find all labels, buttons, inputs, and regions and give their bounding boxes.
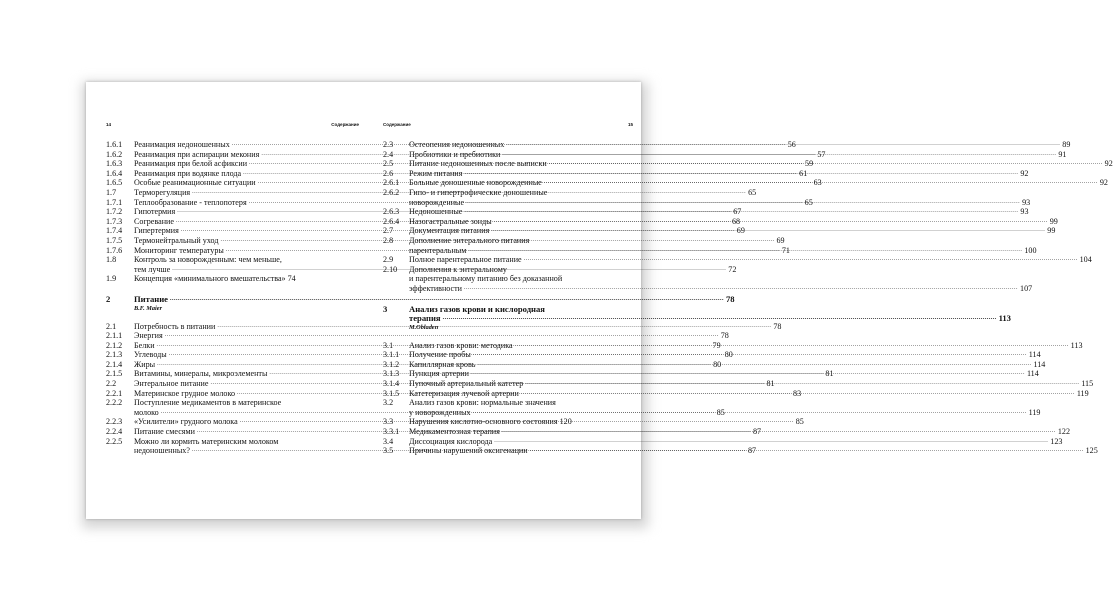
entry-page: 115 bbox=[1081, 379, 1094, 389]
entry-body bbox=[409, 226, 1055, 236]
entry-line bbox=[409, 417, 633, 427]
toc-entry bbox=[106, 274, 359, 284]
entry-line bbox=[409, 379, 1093, 389]
toc-entry bbox=[383, 417, 633, 427]
entry-number: 3.1.5 bbox=[383, 388, 400, 398]
entry-body bbox=[409, 379, 1093, 389]
entry-title: Реанимация при аспирации мекония bbox=[134, 149, 260, 159]
entry-line bbox=[409, 140, 1070, 150]
entry-page: 114 bbox=[1033, 359, 1046, 369]
entry-title: Анализ газов крови и кислородная bbox=[409, 303, 545, 314]
dot-leader bbox=[515, 341, 1069, 351]
entry-title: Гипотермия bbox=[134, 207, 176, 217]
entry-number: 2.6.2 bbox=[383, 187, 400, 197]
entry-title: Реанимация при водянке плода bbox=[134, 168, 242, 178]
spacer bbox=[383, 332, 633, 341]
entry-body bbox=[409, 360, 1045, 370]
entry-line bbox=[409, 274, 1032, 284]
entry-page: 85 bbox=[795, 417, 804, 427]
entry-body bbox=[409, 398, 1040, 417]
entry-page: 114 bbox=[1026, 369, 1039, 379]
entry-number: 3.2 bbox=[383, 398, 394, 408]
entry-number: 2.2.3 bbox=[106, 417, 123, 427]
toc-entry bbox=[383, 436, 1063, 447]
entry-number: 1.7.4 bbox=[106, 226, 123, 236]
entry-line bbox=[409, 427, 1070, 437]
entry-title: Катетеризация лучевой артерии bbox=[409, 388, 519, 398]
entry-title: Теплообразование - теплопотеря bbox=[134, 197, 247, 207]
entry-number: 3.1 bbox=[383, 340, 394, 350]
entry-number: 2.2 bbox=[106, 379, 117, 389]
toc-chapter bbox=[383, 303, 1011, 324]
entry-page: 79 bbox=[712, 340, 721, 350]
entry-title: Режим питания bbox=[409, 168, 463, 178]
entry-number: 2.3 bbox=[383, 140, 394, 149]
dot-leader bbox=[494, 437, 1048, 447]
page-number: 14 bbox=[106, 122, 112, 127]
entry-line bbox=[409, 265, 1032, 275]
entry-title: Недоношенные bbox=[409, 207, 463, 217]
entry-body bbox=[409, 305, 1011, 324]
entry-line bbox=[409, 398, 1040, 408]
entry-number: 1.6.2 bbox=[106, 149, 123, 159]
entry-page: 92 bbox=[1099, 178, 1108, 188]
entry-title: Пупочный артериальный катетер bbox=[409, 379, 524, 389]
entry-page: 72 bbox=[728, 264, 737, 274]
entry-number: 3.1.4 bbox=[383, 379, 400, 389]
entry-title: Получение пробы bbox=[409, 350, 471, 360]
entry-number: 3.1.1 bbox=[383, 350, 400, 360]
entry-number: 2.2.1 bbox=[106, 388, 123, 398]
entry-title: Причины нарушений оксигенации bbox=[409, 446, 528, 456]
dot-leader bbox=[525, 379, 1079, 389]
entry-line bbox=[409, 360, 1045, 370]
entry-title: Назогастральные зонды bbox=[409, 216, 492, 226]
entry-line bbox=[409, 341, 1083, 351]
entry-title: терапия bbox=[409, 313, 441, 324]
entry-page: 71 bbox=[781, 245, 790, 255]
dot-leader bbox=[473, 408, 1027, 418]
entry-title: Гипертермия bbox=[134, 226, 179, 236]
toc-entry bbox=[106, 331, 729, 341]
entry-number: 2.7 bbox=[383, 226, 394, 236]
entry-page: 125 bbox=[1085, 446, 1098, 456]
entry-title: Полное парентеральное питание bbox=[409, 255, 522, 265]
entry-title: эффективности bbox=[409, 283, 463, 293]
entry-page: 63 bbox=[813, 178, 822, 188]
dot-leader bbox=[506, 140, 1060, 150]
spacer bbox=[106, 313, 359, 322]
entry-number: 2.1.3 bbox=[106, 350, 123, 360]
entry-page: 119 bbox=[1076, 388, 1089, 398]
chapter-author: B.F. Maier bbox=[134, 304, 163, 312]
dot-leader bbox=[521, 389, 1075, 399]
entry-title: Реанимация при белой асфиксии bbox=[134, 159, 248, 169]
entry-line bbox=[409, 437, 1062, 447]
dot-leader bbox=[502, 150, 1056, 160]
entry-title: Белки bbox=[134, 340, 155, 350]
dot-leader bbox=[468, 246, 1022, 256]
entry-page: 114 bbox=[1028, 350, 1041, 360]
entry-number: 2.4 bbox=[383, 149, 394, 159]
entry-title: Медикаментозная терапия bbox=[409, 427, 500, 437]
entry-title: Питание bbox=[134, 293, 168, 304]
entry-page: 104 bbox=[1079, 255, 1092, 265]
entry-page: 80 bbox=[724, 350, 733, 360]
entry-page: 78 bbox=[773, 321, 782, 331]
entry-number: 1.8 bbox=[106, 255, 117, 265]
dot-leader bbox=[471, 369, 1025, 379]
running-header: Содержание bbox=[383, 122, 411, 127]
entry-number: 2.1 bbox=[106, 321, 117, 331]
toc-chapter bbox=[106, 293, 735, 305]
entry-number: 3.1.2 bbox=[383, 359, 400, 369]
entry-number: 2.2.5 bbox=[106, 436, 123, 446]
entry-number: 3.1.3 bbox=[383, 369, 400, 379]
dot-leader bbox=[466, 198, 1020, 208]
entry-line bbox=[409, 169, 1028, 179]
entry-title: Термонейтральный уход bbox=[134, 235, 219, 245]
spacer bbox=[383, 294, 633, 305]
dot-leader bbox=[494, 217, 1048, 227]
entry-page: 65 bbox=[748, 187, 757, 197]
entry-title: Поступление медикаментов в материнское bbox=[134, 398, 282, 408]
entry-title: и парентеральному питанию без доказанной bbox=[409, 274, 563, 284]
entry-body bbox=[409, 369, 1039, 379]
entry-number: 1.6.5 bbox=[106, 178, 123, 188]
entry-title: Диссоциация кислорода bbox=[409, 436, 493, 446]
entry-line bbox=[134, 274, 359, 284]
entry-title: Нарушения кислотно-основного состояния 120 bbox=[409, 417, 572, 427]
entry-body bbox=[409, 341, 1083, 351]
entry-title: Пробиотики и пребиотики bbox=[409, 149, 501, 159]
entry-body bbox=[409, 389, 1089, 399]
entry-title: «Усилители» грудного молока bbox=[134, 417, 238, 427]
entry-page: 81 bbox=[766, 379, 775, 389]
dot-leader bbox=[549, 159, 1103, 169]
entry-title: Пункция артерии bbox=[409, 369, 469, 379]
entry-number: 3.3.1 bbox=[383, 427, 400, 437]
entry-page: 67 bbox=[733, 207, 742, 217]
entry-line bbox=[409, 389, 1089, 399]
entry-line bbox=[409, 314, 1011, 324]
entry-line bbox=[409, 350, 1041, 360]
entry-title: парентеральным bbox=[409, 245, 467, 255]
entry-page: 59 bbox=[805, 159, 814, 169]
entry-line bbox=[409, 198, 1030, 208]
entry-title: Согревание bbox=[134, 216, 174, 226]
entry-page: 122 bbox=[1057, 427, 1071, 437]
entry-number: 2 bbox=[106, 293, 111, 304]
entry-number: 2.9 bbox=[383, 255, 394, 265]
toc-entry bbox=[383, 255, 1092, 265]
dot-leader bbox=[530, 446, 1084, 456]
entry-page: 99 bbox=[1049, 216, 1058, 226]
entry-number: 2.1.2 bbox=[106, 340, 123, 350]
entry-number: 2.8 bbox=[383, 235, 394, 245]
entry-page: 83 bbox=[793, 388, 802, 398]
entry-page: 78 bbox=[725, 293, 735, 304]
entry-page: 65 bbox=[804, 197, 813, 207]
entry-number: 2.1.1 bbox=[106, 331, 123, 341]
dot-leader bbox=[502, 427, 1056, 437]
page-number: 15 bbox=[627, 122, 633, 127]
dot-leader bbox=[473, 350, 1027, 360]
entry-title: Энтеральное питание bbox=[134, 379, 209, 389]
entry-title: Контроль за новорожденным: чем меньше, bbox=[134, 255, 282, 265]
entry-page: 113 bbox=[998, 313, 1011, 324]
dot-leader bbox=[544, 178, 1098, 188]
entry-number: 1.7.3 bbox=[106, 216, 123, 226]
entry-page: 119 bbox=[1028, 407, 1041, 417]
entry-title: Анализ газов крови: нормальные значения bbox=[409, 398, 556, 408]
running-header: Содержание bbox=[331, 122, 359, 127]
entry-title: молоко bbox=[134, 407, 159, 417]
entry-line bbox=[409, 446, 1098, 456]
entry-line bbox=[409, 246, 1037, 256]
entry-body bbox=[409, 255, 1092, 265]
entry-body bbox=[409, 265, 1032, 294]
entry-page: 89 bbox=[1062, 140, 1071, 149]
entry-number: 2.6.4 bbox=[383, 216, 400, 226]
entry-page: 68 bbox=[731, 216, 741, 226]
entry-body bbox=[409, 446, 1098, 456]
author-row bbox=[383, 324, 633, 332]
entry-title: Больные доношенные новорожденные bbox=[409, 178, 542, 188]
entry-body bbox=[409, 188, 1030, 207]
entry-page: 80 bbox=[713, 359, 722, 369]
entry-title: Можно ли кормить материнским молоком bbox=[134, 436, 279, 446]
dot-leader bbox=[464, 284, 1018, 294]
entry-page: 69 bbox=[776, 235, 785, 245]
entry-page: 56 bbox=[787, 140, 796, 149]
entry-number: 1.7 bbox=[106, 187, 117, 197]
dot-leader bbox=[443, 314, 997, 324]
entry-number: 2.10 bbox=[383, 264, 398, 274]
entry-body bbox=[409, 169, 1028, 179]
entry-title: Реанимация недоношенных bbox=[134, 140, 230, 149]
entry-line bbox=[409, 188, 1030, 198]
entry-body bbox=[409, 207, 1029, 217]
entry-line bbox=[409, 369, 1039, 379]
entry-title: новорожденные bbox=[409, 197, 465, 207]
entry-title: Концепция «минимального вмешательства» 74 bbox=[134, 274, 296, 284]
entry-line bbox=[409, 159, 1113, 169]
entry-title: Жиры bbox=[134, 359, 156, 369]
entry-title: Анализ газов крови: методика bbox=[409, 340, 513, 350]
entry-body bbox=[409, 350, 1041, 360]
dot-leader bbox=[478, 360, 1032, 370]
dot-leader bbox=[491, 226, 1045, 236]
entry-page: 92 bbox=[1104, 159, 1113, 169]
entry-title: Документация питания bbox=[409, 226, 490, 236]
entry-number: 2.1.5 bbox=[106, 369, 123, 379]
entry-number: 2.6 bbox=[383, 168, 394, 178]
dot-leader bbox=[464, 169, 1018, 179]
entry-title: Энергия bbox=[134, 331, 163, 341]
entry-number: 3 bbox=[383, 303, 388, 314]
entry-line bbox=[409, 150, 1066, 160]
entry-body bbox=[409, 417, 633, 427]
entry-title: тем лучше bbox=[134, 264, 171, 274]
entry-number: 1.6.3 bbox=[106, 159, 123, 169]
entry-title: Углеводы bbox=[134, 350, 167, 360]
entry-body bbox=[409, 437, 1062, 447]
entry-number: 1.6.1 bbox=[106, 140, 123, 149]
entry-number: 2.5 bbox=[383, 159, 394, 169]
entry-number: 1.7.2 bbox=[106, 207, 123, 217]
entry-number: 2.1.4 bbox=[106, 359, 123, 369]
author-row bbox=[106, 305, 359, 313]
entry-title: Питание смесями bbox=[134, 427, 195, 437]
entry-page: 78 bbox=[720, 331, 729, 341]
entry-number: 1.9 bbox=[106, 274, 117, 284]
entry-number: 3.5 bbox=[383, 446, 394, 456]
entry-number: 2.2.2 bbox=[106, 398, 123, 408]
entry-title: Дополнения к энтеральному bbox=[409, 264, 507, 274]
entry-page: 87 bbox=[752, 427, 762, 437]
entry-page: 69 bbox=[736, 226, 745, 236]
entry-page: 99 bbox=[1047, 226, 1056, 236]
entry-title: Дополнение энтерального питания bbox=[409, 235, 530, 245]
entry-body bbox=[409, 427, 1070, 437]
entry-page: 85 bbox=[716, 407, 725, 417]
entry-page: 93 bbox=[1020, 207, 1029, 217]
entry-title: Остеопения недоношенных bbox=[409, 140, 505, 149]
dot-leader bbox=[464, 207, 1018, 217]
entry-title: Особые реанимационные ситуации bbox=[134, 178, 256, 188]
entry-page: 57 bbox=[817, 149, 826, 159]
entry-page: 92 bbox=[1020, 168, 1029, 178]
entry-title: у новорожденных bbox=[409, 407, 471, 417]
entry-line bbox=[409, 236, 1037, 246]
entry-body bbox=[409, 178, 1108, 188]
entry-title: Питание недоношенных после выписки bbox=[409, 159, 547, 169]
entry-line bbox=[409, 284, 1032, 294]
entry-number: 3.4 bbox=[383, 436, 394, 446]
entry-title: Мониторинг температуры bbox=[134, 245, 224, 255]
entry-page: 107 bbox=[1020, 283, 1033, 293]
entry-page: 87 bbox=[747, 446, 757, 456]
chapter-author: M.Obladen bbox=[409, 323, 439, 331]
entry-line bbox=[409, 305, 1011, 315]
entry-page: 113 bbox=[1070, 340, 1083, 350]
entry-page: 61 bbox=[799, 168, 808, 178]
entry-body bbox=[409, 159, 1113, 169]
entry-number: 1.7.5 bbox=[106, 235, 123, 245]
entry-title: Капиллярная кровь bbox=[409, 359, 476, 369]
entry-body bbox=[409, 150, 1066, 160]
entry-page: 100 bbox=[1024, 245, 1037, 255]
entry-number: 2.2.4 bbox=[106, 427, 123, 437]
entry-title: недоношенных? bbox=[134, 446, 190, 456]
entry-title: Потребность в питании bbox=[134, 321, 216, 331]
entry-number: 2.6.1 bbox=[383, 178, 400, 188]
entry-number: 1.7.1 bbox=[106, 197, 123, 207]
entry-title: Гипо- и гипертрофические доношенные bbox=[409, 187, 548, 197]
book-spread bbox=[86, 82, 1113, 519]
entry-page: 81 bbox=[825, 369, 834, 379]
entry-body bbox=[134, 274, 359, 284]
entry-line bbox=[409, 178, 1108, 188]
entry-line bbox=[409, 255, 1092, 265]
entry-page: 123 bbox=[1050, 436, 1063, 446]
entry-body bbox=[409, 140, 1070, 150]
entry-line bbox=[409, 408, 1040, 418]
entry-line bbox=[409, 226, 1055, 236]
entry-page: 91 bbox=[1058, 149, 1067, 159]
entry-body bbox=[409, 236, 1037, 255]
entry-page: 93 bbox=[1022, 197, 1031, 207]
entry-title: Витамины, минералы, микроэлементы bbox=[134, 369, 268, 379]
entry-body bbox=[409, 217, 1058, 227]
entry-number: 1.7.6 bbox=[106, 245, 123, 255]
entry-number: 3.3 bbox=[383, 417, 394, 427]
entry-number: 2.6.3 bbox=[383, 207, 400, 217]
entry-line bbox=[409, 217, 1058, 227]
dot-leader bbox=[524, 255, 1078, 265]
entry-number: 1.6.4 bbox=[106, 168, 123, 178]
entry-title: Терморегуляция bbox=[134, 187, 191, 197]
entry-title: Материнское грудное молоко bbox=[134, 388, 236, 398]
entry-line bbox=[409, 207, 1029, 217]
